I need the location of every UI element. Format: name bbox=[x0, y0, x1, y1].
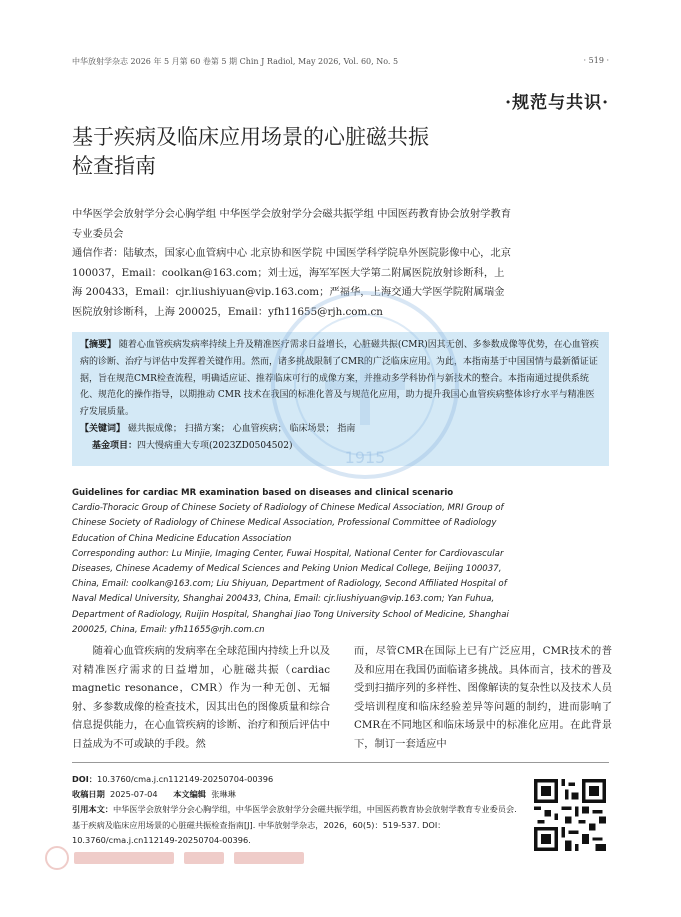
received-label: 收稿日期 bbox=[72, 789, 105, 800]
body-column-right bbox=[354, 642, 612, 754]
keywords-label: 【关键词】 bbox=[80, 423, 126, 434]
english-corresponding: Corresponding author: Lu Minjie, Imaging Center, Fuwai Hospital, National Center for Cardiovascular Diseases, Chinese Academy of Medical Sciences and Peking Union Medical College, Beijing 100037, China, Email: coolkan@163.com; Liu Shiyuan, Department of Radiology, Second Affiliated Hospital of Naval Medical University, Shanghai 200433, China, Email: cjr.liushiyuan@vip.163.com; Yan Fuhua, Department of Radiology, Ruijin Hospital, Shanghai Jiao Tong University School of Medicine, Shanghai 200025, China, Email: yfh11655@rjh.com.cn bbox=[72, 548, 509, 635]
citation-text: 中华医学会放射学分会心胸学组，中华医学会放射学分会磁共振学组，中国医药教育协会放射学教育专业委员会. 基于疾病及临床应用场景的心脏磁共振检查指南[J]. 中华放射学杂志，2026，60(5)：519-537. DOI：10.3760/cma.j.cn112149-20250704-00396. bbox=[72, 804, 517, 845]
editor-label: 本文编辑 bbox=[173, 789, 206, 800]
editor-name: 张琳琳 bbox=[211, 789, 236, 800]
watermark-year: 1915 bbox=[344, 448, 386, 467]
title-line-2: 检查指南 bbox=[72, 154, 156, 178]
article-title bbox=[72, 123, 512, 181]
keywords-text: 磁共振成像； 扫描方案； 心血管疾病； 临床场景； 指南 bbox=[127, 423, 356, 434]
footer-divider bbox=[72, 762, 609, 763]
english-abstract-header bbox=[72, 486, 512, 638]
journal-logo-mark bbox=[44, 845, 314, 871]
society-seal-watermark bbox=[265, 285, 465, 485]
body-text-left: 随着心血管疾病的发病率在全球范围内持续上升以及对精准医疗需求的日益增加，心脏磁共振（cardiac magnetic resonance，CMR）作为一种无创、无辐射、多参数成像的检查技术，因其出色的图像质量和综合信息提供能力，在心血管疾病的诊断、治疗和预后评估中日益成为不可或缺的手段。然 bbox=[72, 645, 330, 750]
article-meta bbox=[72, 772, 524, 848]
citation-line bbox=[72, 802, 524, 848]
received-date: 2025-07-04 bbox=[109, 789, 158, 800]
doi-label: DOI： bbox=[72, 774, 97, 784]
author-groups: 中华医学会放射学分会心胸学组 中华医学会放射学分会磁共振学组 中国医药教育协会放射学教育专业委员会 bbox=[72, 208, 512, 240]
english-groups: Cardio-Thoracic Group of Chinese Society of Radiology of Chinese Medical Association, MRI Group of Chinese Society of Radiology of Chinese Medical Association, Professional Committee of Radiology Education of China Medicine Education Association bbox=[72, 503, 504, 544]
abstract-text: 随着心血管疾病发病率持续上升及精准医疗需求日益增长，心脏磁共振(CMR)因其无创、多参数成像等优势，在心血管疾病的诊断、治疗与评估中发挥着关键作用。然而，诸多挑战限制了CMR的广泛临床应用。为此，本指南基于中国国情与最新循证证据，旨在规范CMR检查流程，明确适应证、推荐临床可行的成像方案，并推动多学科协作与新技术的整合。本指南通过提供系统化、规范化的操作指导，以期推动 CMR 技术在我国的标准化普及与规范化应用，助力提升我国心血管疾病整体诊疗水平与精准医疗发展质量。 bbox=[80, 340, 599, 418]
qr-code-icon[interactable] bbox=[534, 779, 606, 851]
running-head: 中华放射学杂志 2026 年 5 月第 60 卷第 5 期 Chin J Radiol, May 2026, Vol. 60, No. 5 bbox=[72, 57, 399, 66]
page-number: · 519 · bbox=[583, 56, 609, 65]
doi-value[interactable]: 10.3760/cma.j.cn112149-20250704-00396 bbox=[97, 774, 274, 784]
doi-line bbox=[72, 772, 524, 787]
title-line-1: 基于疾病及临床应用场景的心脏磁共振 bbox=[72, 125, 429, 149]
abstract-label: 【摘要】 bbox=[80, 340, 117, 350]
correspondence-info: 通信作者：陆敏杰，国家心血管病中心 北京协和医学院 中国医学科学院阜外医院影像中心，北京 100037，Email：coolkan@163.com；刘士远，海军军医大学第二附属医院放射诊断科，上海 200433，Email：cjr.liushiyuan@vip.163.com；严福华，上海交通大学医学院附属瑞金医院放射诊断科，上海 200025，Email：yfh11655@rjh.com.cn bbox=[72, 247, 512, 318]
funding-text: 四大慢病重大专项(2023ZD0504502) bbox=[137, 440, 293, 451]
body-text-right: 而，尽管CMR在国际上已有广泛应用，CMR技术的普及和应用在我国仍面临诸多挑战。具体而言，技术的普及受到扫描序列的多样性、图像解读的复杂性以及技术人员受培训程度和临床经验差异等问题的制约，进而影响了CMR在不同地区和临床场景中的标准化应用。在此背景下，制订一套适应中 bbox=[354, 645, 612, 750]
english-title: Guidelines for cardiac MR examination based on diseases and clinical scenario bbox=[72, 488, 454, 498]
body-column-left bbox=[72, 642, 330, 754]
section-tag: ·规范与共识· bbox=[505, 93, 609, 113]
dates-line bbox=[72, 787, 524, 802]
funding-label: 基金项目： bbox=[92, 440, 138, 451]
citation-label: 引用本文： bbox=[72, 804, 113, 815]
